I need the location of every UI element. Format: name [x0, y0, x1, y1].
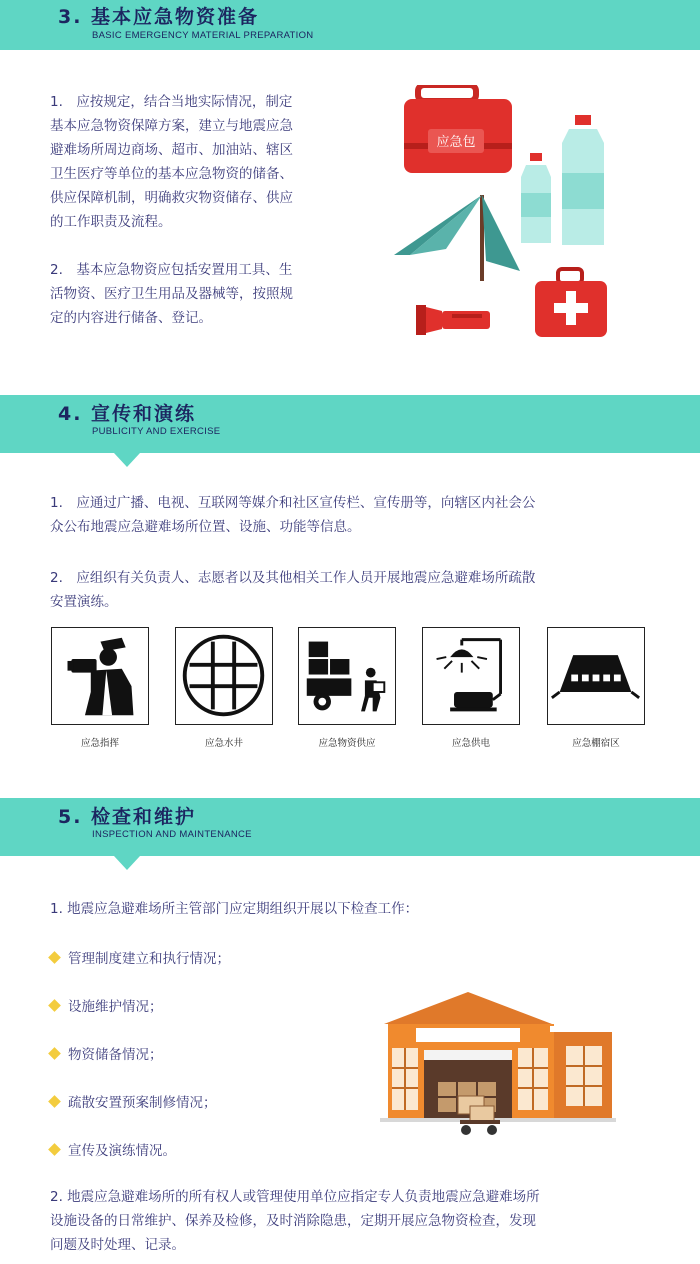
diamond-bullet-icon [48, 1143, 61, 1156]
diamond-bullet-icon [48, 1047, 61, 1060]
text-line: 2. 基本应急物资应包括安置用工具、生 [50, 262, 293, 278]
icon-label: 应急物资供应 [318, 738, 376, 749]
small-bottle-icon [521, 153, 551, 243]
list-item-text: 宣传及演练情况。 [68, 1143, 176, 1159]
first-aid-kit-icon [535, 269, 607, 337]
list-item-text: 疏散安置预案制修情况； [68, 1095, 217, 1111]
text-line: 供应保障机制，明确救灾物资储存、供应 [50, 190, 293, 206]
section-4-subtitle: PUBLICITY AND EXERCISE [92, 426, 221, 437]
text-line: 众公布地震应急避难场所位置、设施、功能等信息。 [50, 519, 361, 535]
list-item-text: 设施维护情况； [68, 999, 163, 1015]
list-item [50, 1139, 176, 1159]
water-bottle-icon [562, 115, 604, 245]
section-4-paragraph-1 [50, 491, 670, 539]
list-item [50, 1043, 163, 1063]
text-line: 基本应急物资保障方案，建立与地震应急 [50, 118, 293, 134]
shelter-icon [547, 627, 645, 725]
text-line: 活物资、医疗卫生用品及器械等，按照规 [50, 286, 293, 302]
emergency-kit-icon [404, 85, 512, 173]
text-line: 避难场所周边商场、超市、加油站、辖区 [50, 142, 293, 158]
section-5-title: 5. 检查和维护 [58, 806, 197, 828]
water-well-icon [175, 627, 273, 725]
section-5-subtitle: INSPECTION AND MAINTENANCE [92, 829, 252, 840]
text-line: 2. 应组织有关负责人、志愿者以及其他相关工作人员开展地震应急避难场所疏散 [50, 570, 536, 586]
section-5-intro: 1. 地震应急避难场所主管部门应定期组织开展以下检查工作： [50, 901, 419, 917]
section-4-title: 4. 宣传和演练 [58, 403, 197, 425]
banner-notch [114, 856, 140, 870]
icon-label: 应急指挥 [80, 738, 119, 749]
command-icon [51, 627, 149, 725]
warehouse-illustration [380, 988, 616, 1140]
section-4-banner [0, 395, 700, 453]
list-item-text: 物资储备情况； [68, 1047, 163, 1063]
diamond-bullet-icon [48, 951, 61, 964]
diamond-bullet-icon [48, 1095, 61, 1108]
section-3-banner [0, 0, 700, 50]
section-5-banner [0, 798, 700, 856]
emergency-supplies-illustration [390, 85, 620, 345]
icon-label: 应急供电 [451, 738, 490, 749]
section-3-title: 3. 基本应急物资准备 [58, 6, 260, 28]
icon-label: 应急棚宿区 [572, 738, 620, 749]
text-line: 设施设备的日常维护、保养及检修，及时消除隐患，定期开展应急物资检查，发现 [50, 1213, 536, 1229]
text-line: 2. 地震应急避难场所的所有权人或管理使用单位应指定专人负责地震应急避难场所 [50, 1189, 540, 1205]
text-line: 1. 应按规定，结合当地实际情况，制定 [50, 94, 293, 110]
text-line: 1. 应通过广播、电视、互联网等媒介和社区宣传栏、宣传册等，向辖区内社会公 [50, 495, 536, 511]
supply-icon [298, 627, 396, 725]
text-line: 问题及时处理、记录。 [50, 1237, 185, 1253]
warehouse-icon [380, 992, 616, 1122]
text-line: 卫生医疗等单位的基本应急物资的储备、 [50, 166, 293, 182]
power-icon [422, 627, 520, 725]
section-3-paragraph-1 [50, 90, 350, 234]
list-item-text: 管理制度建立和执行情况； [68, 951, 230, 967]
section-3-paragraph-2 [50, 258, 350, 330]
kit-label: 应急包 [436, 135, 476, 150]
section-3-subtitle: BASIC EMERGENCY MATERIAL PREPARATION [92, 30, 314, 41]
flashlight-icon [416, 305, 490, 335]
banner-notch [114, 453, 140, 467]
list-item [50, 995, 163, 1015]
text-line: 的工作职责及流程。 [50, 214, 172, 230]
icon-label: 应急水井 [204, 738, 243, 749]
diamond-bullet-icon [48, 999, 61, 1012]
tent-icon [394, 195, 520, 281]
text-line: 安置演练。 [50, 594, 118, 610]
section-4-paragraph-2 [50, 566, 670, 614]
section-5-paragraph-2 [50, 1185, 680, 1257]
list-item [50, 947, 230, 967]
text-line: 定的内容进行储备、登记。 [50, 310, 212, 326]
list-item [50, 1091, 217, 1111]
